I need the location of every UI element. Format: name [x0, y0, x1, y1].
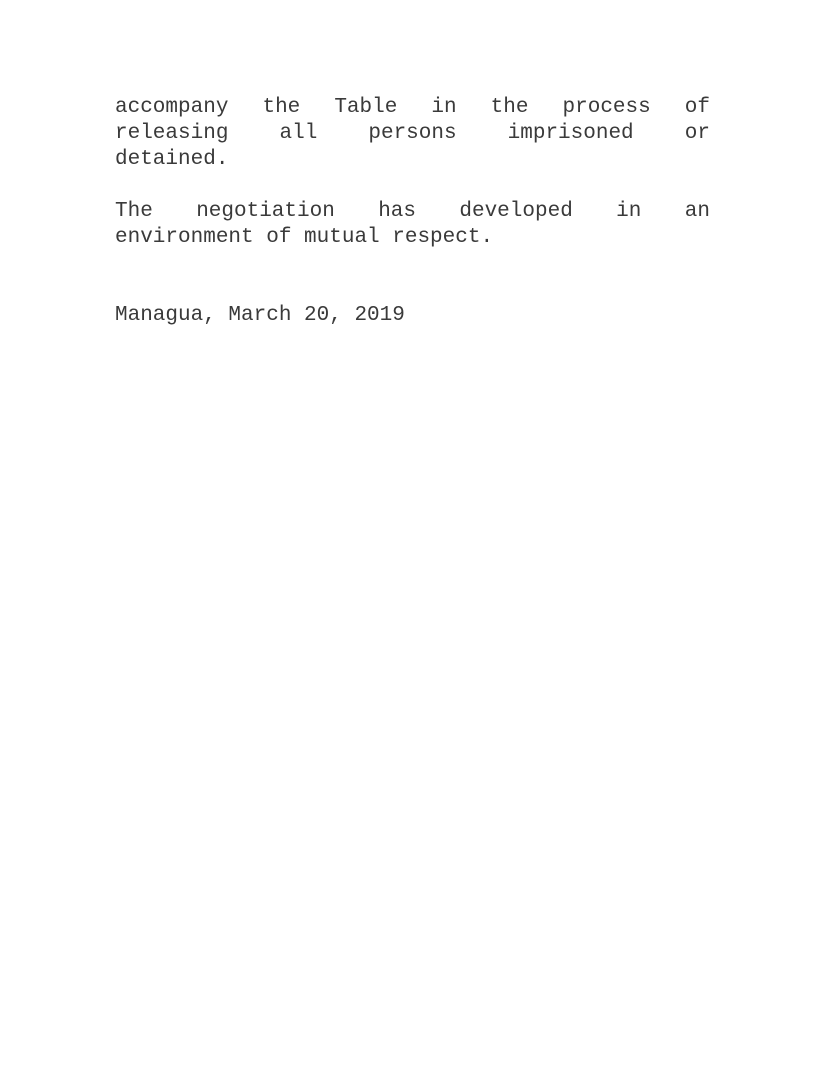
word: process: [562, 96, 651, 119]
text-line: [115, 95, 710, 121]
word: has: [378, 200, 416, 223]
word: releasing: [115, 122, 229, 145]
text-line: [115, 225, 710, 251]
document-body: [115, 95, 710, 277]
word: accompany: [115, 96, 229, 119]
paragraph-negotiation: [115, 199, 710, 251]
text-line: [115, 121, 710, 147]
word: or: [684, 122, 710, 145]
word: The: [115, 200, 153, 223]
word: of: [684, 96, 710, 119]
dateline: Managua, March 20, 2019: [115, 304, 405, 327]
word: environment of mutual respect.: [115, 226, 494, 249]
word: negotiation: [196, 200, 335, 223]
text-line: [115, 199, 710, 225]
word: the: [490, 96, 529, 119]
word: imprisoned: [507, 122, 634, 145]
word: detained.: [115, 148, 229, 171]
word: the: [262, 96, 301, 119]
word: in: [616, 200, 642, 223]
word: all: [279, 122, 318, 145]
word: Table: [334, 96, 398, 119]
paragraph-release-persons: [115, 95, 710, 173]
text-line: [115, 147, 710, 173]
word: an: [684, 200, 710, 223]
word: developed: [459, 200, 573, 223]
word: in: [431, 96, 457, 119]
word: persons: [368, 122, 457, 145]
